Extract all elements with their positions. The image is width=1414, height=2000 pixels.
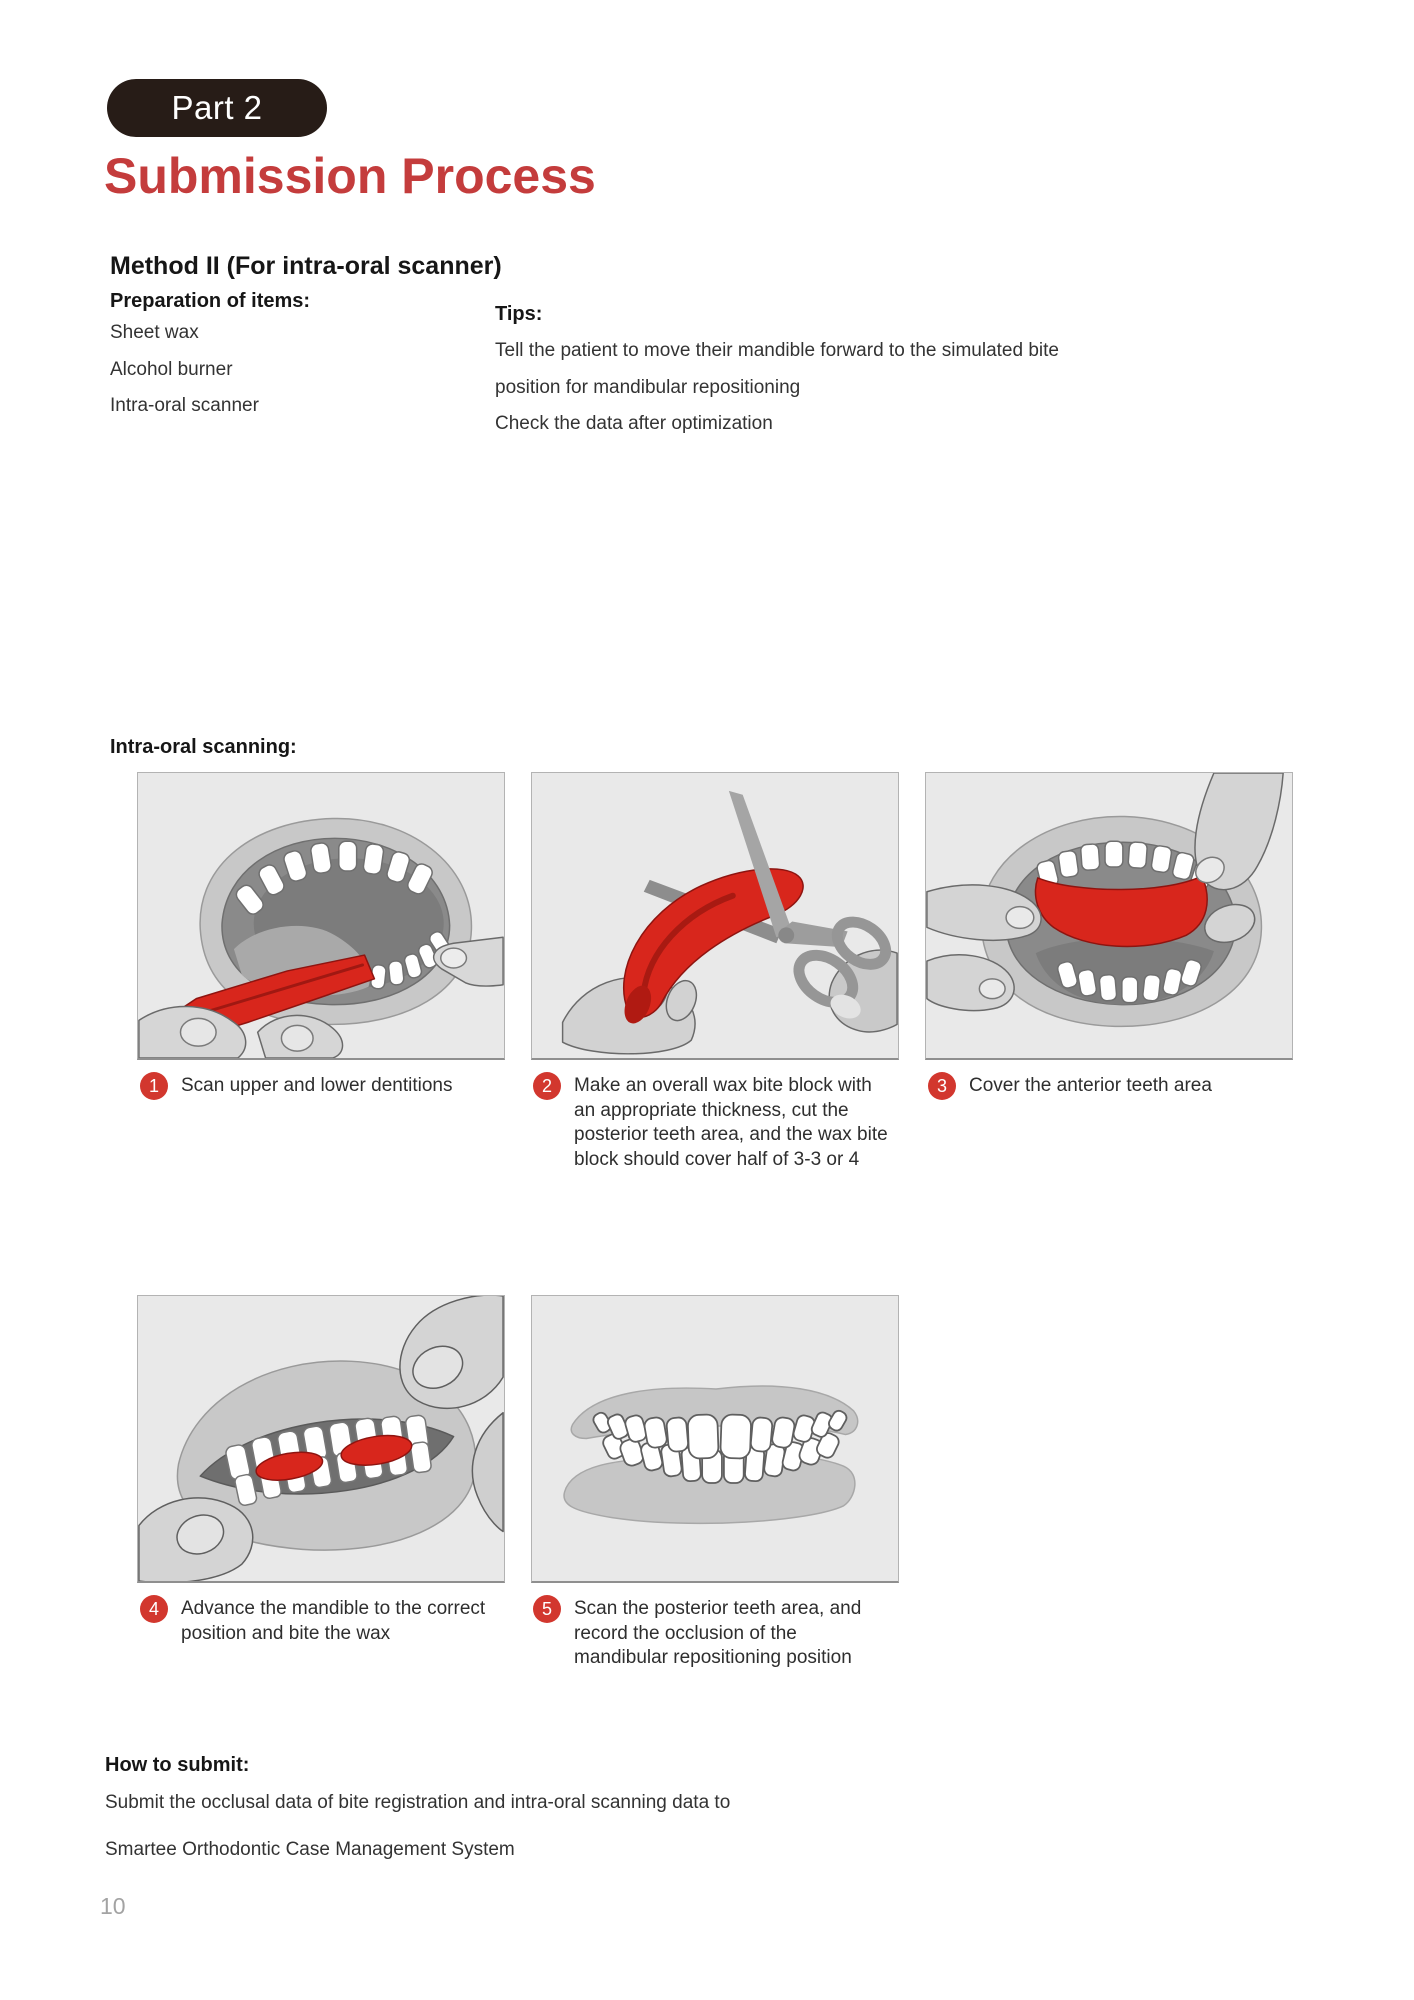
tips-line: position for mandibular repositioning — [495, 376, 801, 398]
step-4-panel — [137, 1295, 505, 1583]
cut-wax-scissors-illustration — [532, 773, 898, 1058]
step-2-caption-text: Make an overall wax bite block with an appropriate thickness, cut the posterior teeth area, and the wax bite block should cover half of 3-3 or 4 — [574, 1075, 888, 1170]
bite-wax-illustration — [138, 1296, 504, 1581]
step-1-number-badge: 1 — [140, 1072, 168, 1100]
tips-line: Check the data after optimization — [495, 413, 773, 434]
press-wax-anterior-illustration — [926, 773, 1292, 1058]
step-2-caption — [533, 1074, 905, 1172]
preparation-item: Alcohol burner — [110, 358, 233, 380]
submit-line: Smartee Orthodontic Case Management System — [105, 1839, 515, 1860]
step-3-caption — [928, 1074, 1300, 1100]
step-3-caption-text: Cover the anterior teeth area — [969, 1075, 1212, 1096]
step-4-caption — [140, 1597, 512, 1646]
how-to-submit-text — [105, 1792, 730, 1886]
part-badge-label: Part 2 — [171, 89, 263, 126]
step-3-panel — [925, 772, 1293, 1060]
preparation-item: Sheet wax — [110, 322, 199, 343]
step-1-caption — [140, 1074, 512, 1100]
step-1-caption-text: Scan upper and lower dentitions — [181, 1075, 453, 1096]
preparation-list — [110, 322, 259, 432]
how-to-submit-heading: How to submit: — [105, 1754, 250, 1776]
tips-heading: Tips: — [495, 303, 543, 325]
step-1-panel — [137, 772, 505, 1060]
page-title: Submission Process — [104, 148, 596, 204]
preparation-heading: Preparation of items: — [110, 290, 311, 312]
insert-wax-sheet-illustration — [138, 773, 504, 1058]
method-heading: Method II (For intra-oral scanner) — [110, 252, 502, 280]
step-4-caption-text: Advance the mandible to the correct position and bite the wax — [181, 1598, 486, 1644]
step-2-panel — [531, 772, 899, 1060]
step-2-number-badge: 2 — [533, 1072, 561, 1100]
step-4-number-badge: 4 — [140, 1595, 168, 1623]
tips-list — [495, 340, 1059, 450]
step-5-panel — [531, 1295, 899, 1583]
part-badge — [107, 79, 327, 137]
page-number: 10 — [100, 1893, 126, 1919]
preparation-item: Intra-oral scanner — [110, 395, 259, 416]
step-5-number-badge: 5 — [533, 1595, 561, 1623]
tips-line: Tell the patient to move their mandible forward to the simulated bite — [495, 340, 1059, 361]
scanning-heading: Intra-oral scanning: — [110, 736, 297, 758]
step-3-number-badge: 3 — [928, 1072, 956, 1100]
occlusion-scan-illustration — [532, 1296, 898, 1581]
step-5-caption-text: Scan the posterior teeth area, and record the occlusion of the mandibular repositioning position — [574, 1598, 862, 1668]
step-5-caption — [533, 1597, 905, 1671]
submit-line: Submit the occlusal data of bite registration and intra-oral scanning data to — [105, 1792, 731, 1813]
